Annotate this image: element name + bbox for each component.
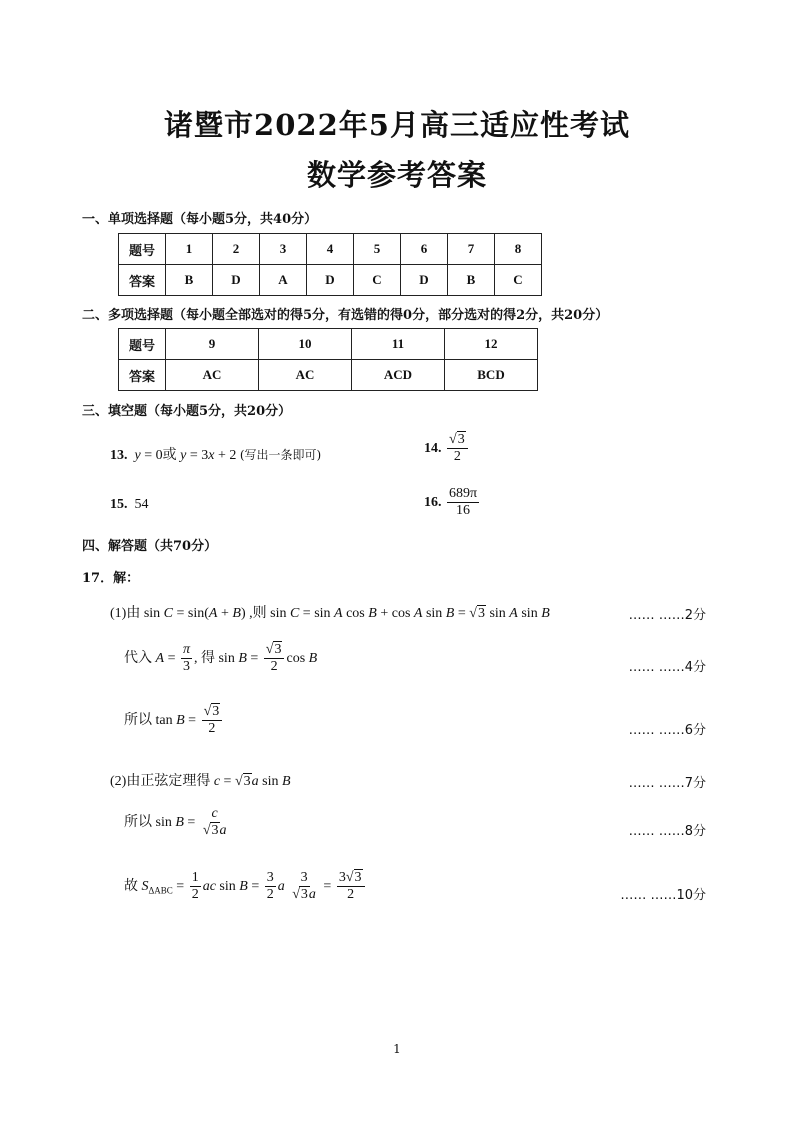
answer-cell: C <box>495 265 542 296</box>
answer-cell: D <box>307 265 354 296</box>
row-label: 题号 <box>119 234 166 265</box>
question-label: 14. <box>424 440 442 456</box>
question-number: 12 <box>445 329 538 360</box>
answer-cell: A <box>260 265 307 296</box>
answer-cell: BCD <box>445 360 538 391</box>
question-17-label: 17．解： <box>82 571 140 586</box>
answer-cell: D <box>213 265 260 296</box>
question-label: 13. <box>110 448 128 463</box>
section-single-choice: 一、单项选择题（每小题5分，共40分） <box>82 212 318 227</box>
answer-16-numerator: 689π <box>447 486 479 503</box>
page-number: 1 <box>393 1042 401 1056</box>
row-label: 题号 <box>119 329 166 360</box>
answer-14: 14. $\frac{√3}{2}$ <box>424 432 470 465</box>
answer-15 <box>110 497 149 513</box>
question-number: 2 <box>213 234 260 265</box>
solution-step-5: 所以 sin B = $\frac{c}{√3a}$ <box>124 806 227 839</box>
answer-cell: D <box>401 265 448 296</box>
single-choice-table <box>118 233 542 296</box>
answer-13: 13. y = 0或 y = 3x + 2 (写出一条即可) <box>110 448 322 463</box>
score-mark: …… ……6分 <box>628 723 706 738</box>
answer-15-value: 54 <box>134 497 149 512</box>
question-label: 16. <box>424 494 442 510</box>
question-number: 7 <box>448 234 495 265</box>
score-mark: …… ……4分 <box>628 660 706 675</box>
page-title: 诸暨市2022年5月高三适应性考试 <box>164 108 630 142</box>
answer-16-denominator: 16 <box>456 503 471 519</box>
question-label: 15. <box>110 497 128 512</box>
question-number: 5 <box>354 234 401 265</box>
score-mark: …… ……8分 <box>628 824 706 839</box>
score-mark: …… ……7分 <box>628 776 706 791</box>
question-number: 11 <box>352 329 445 360</box>
table-row <box>119 329 538 360</box>
answer-16 <box>424 486 481 519</box>
question-number: 6 <box>401 234 448 265</box>
answer-cell: C <box>354 265 401 296</box>
page-subtitle: 数学参考答案 <box>306 158 487 192</box>
score-mark: …… ……10分 <box>620 888 706 903</box>
table-row <box>119 360 538 391</box>
question-number: 9 <box>166 329 259 360</box>
question-number: 10 <box>259 329 352 360</box>
question-number: 4 <box>307 234 354 265</box>
answer-cell: B <box>166 265 213 296</box>
question-number: 3 <box>260 234 307 265</box>
answer-cell: AC <box>166 360 259 391</box>
table-row <box>119 265 542 296</box>
row-label: 答案 <box>119 265 166 296</box>
solution-step-6: 故 $S_{\Delta ABC}$ = $\frac{1}{2}$ ac sin B = $\frac{3}{2}$ a $\frac{3}{√3a}$ = $\frac{3√3}{2}$ <box>124 870 367 903</box>
solution-step-2: 代入 A = $\frac{\pi}{3}$ , 得 sin B = $\frac{√3}{2}$ cos B <box>124 642 318 675</box>
section-solutions: 四、解答题（共70分） <box>82 539 218 554</box>
score-mark: …… ……2分 <box>628 608 706 623</box>
table-row <box>119 234 542 265</box>
answer-13-note: (写出一条即可) <box>239 448 322 462</box>
question-number: 8 <box>495 234 542 265</box>
answer-cell: ACD <box>352 360 445 391</box>
row-label: 答案 <box>119 360 166 391</box>
solution-step-3: 所以 tan B = $\frac{√3}{2}$ <box>124 704 224 737</box>
answer-cell: B <box>448 265 495 296</box>
question-number: 1 <box>166 234 213 265</box>
section-fill-blank: 三、填空题（每小题5分，共20分） <box>82 404 292 419</box>
answer-cell: AC <box>259 360 352 391</box>
solution-step-1: (1)由 sin C = sin(A + B) ,则 sin C = sin A cos B + cos A sin B = √3 sin A sin B <box>110 606 550 621</box>
solution-step-4: (2)由正弦定理得 c = √3a sin B <box>110 774 291 789</box>
section-multi-choice: 二、多项选择题（每小题全部选对的得5分，有选错的得0分，部分选对的得2分，共20分） <box>82 308 609 323</box>
multi-choice-table <box>118 328 538 391</box>
